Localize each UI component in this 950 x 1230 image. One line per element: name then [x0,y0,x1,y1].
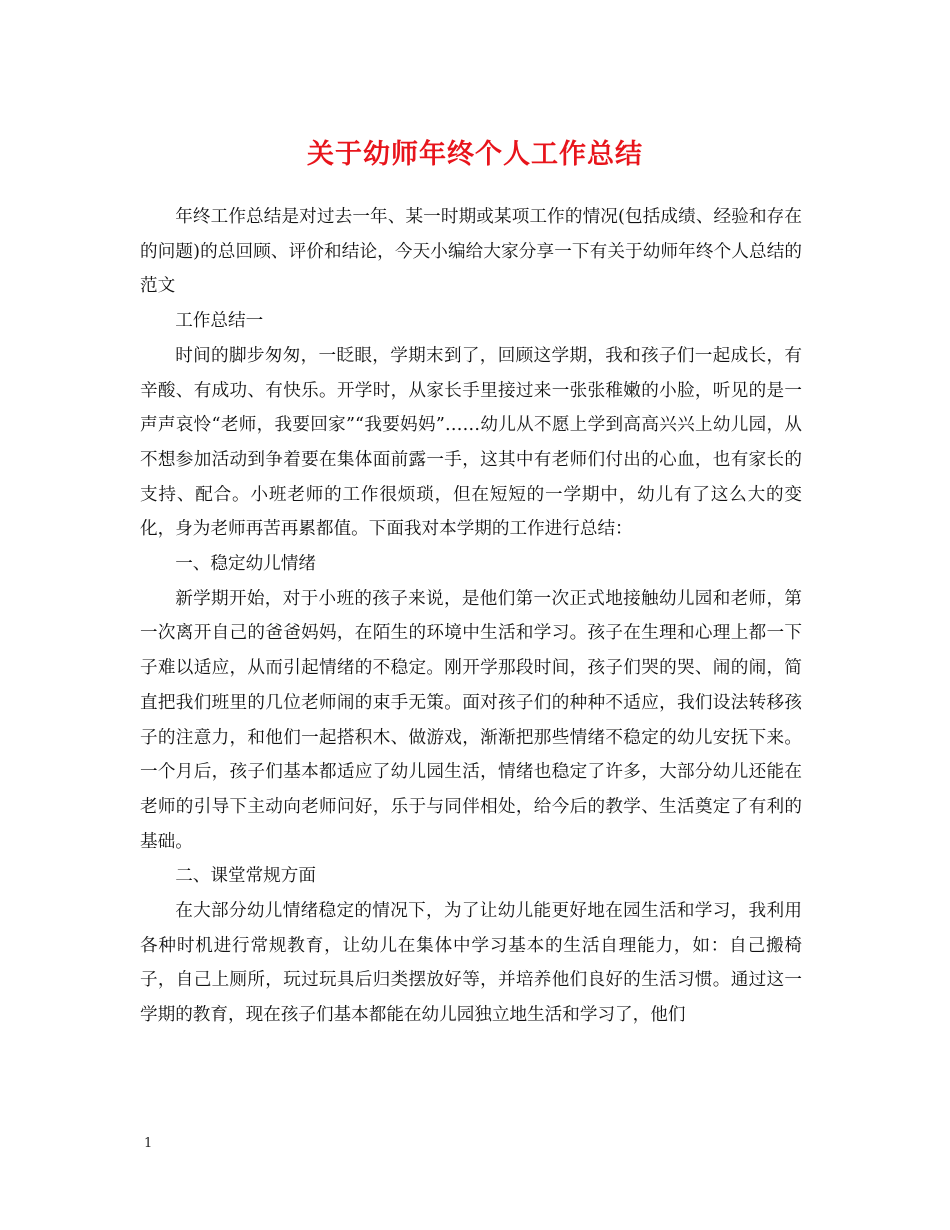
body-paragraph: 在大部分幼儿情绪稳定的情况下，为了让幼儿能更好地在园生活和学习，我利用各种时机进行常规教育，让幼儿在集体中学习基本的生活自理能力，如：自己搬椅子，自己上厕所，玩过玩具后归类摆放好等，并培养他们良好的生活习惯。通过这一学期的教育，现在孩子们基本都能在幼儿园独立地生活和学习了，他们 [140,901,802,1026]
document-body [140,200,802,1033]
body-paragraph: 新学期开始，对于小班的孩子来说，是他们第一次正式地接触幼儿园和老师，第一次离开自己的爸爸妈妈，在陌生的环境中生活和学习。孩子在生理和心理上都一下子难以适应，从而引起情绪的不稳定。刚开学那段时间，孩子们哭的哭、闹的闹，简直把我们班里的几位老师闹的束手无策。面对孩子们的种种不适应，我们设法转移孩子的注意力，和他们一起搭积木、做游戏，渐渐把那些情绪不稳定的幼儿安抚下来。一个月后，孩子们基本都适应了幼儿园生活，情绪也稳定了许多，大部分幼儿还能在老师的引导下主动向老师问好，乐于与同伴相处，给今后的教学、生活奠定了有利的基础。 [140,588,802,852]
section-heading-stabilize-emotions: 一、稳定幼儿情绪 [175,554,316,575]
intro-paragraph: 年终工作总结是对过去一年、某一时期或某项工作的情况(包括成绩、经验和存在的问题)的总回顾、评价和结论，今天小编给大家分享一下有关于幼师年终个人总结的范文 [140,207,802,297]
section-heading-summary-one: 工作总结一 [175,311,264,332]
section-heading-classroom-routines: 二、课堂常规方面 [175,866,316,887]
page-number: 1 [144,1136,153,1151]
body-paragraph: 时间的脚步匆匆，一眨眼，学期末到了，回顾这学期，我和孩子们一起成长，有辛酸、有成功、有快乐。开学时，从家长手里接过来一张张稚嫩的小脸，听见的是一声声哀怜“老师，我要回家”“我要妈妈”……幼儿从不愿上学到高高兴兴上幼儿园，从不想参加活动到争着要在集体面前露一手，这其中有老师们付出的心血，也有家长的支持、配合。小班老师的工作很烦琐，但在短短的一学期中，幼儿有了这么大的变化，身为老师再苦再累都值。下面我对本学期的工作进行总结： [140,345,802,540]
document-title: 关于幼师年终个人工作总结 [307,139,643,170]
